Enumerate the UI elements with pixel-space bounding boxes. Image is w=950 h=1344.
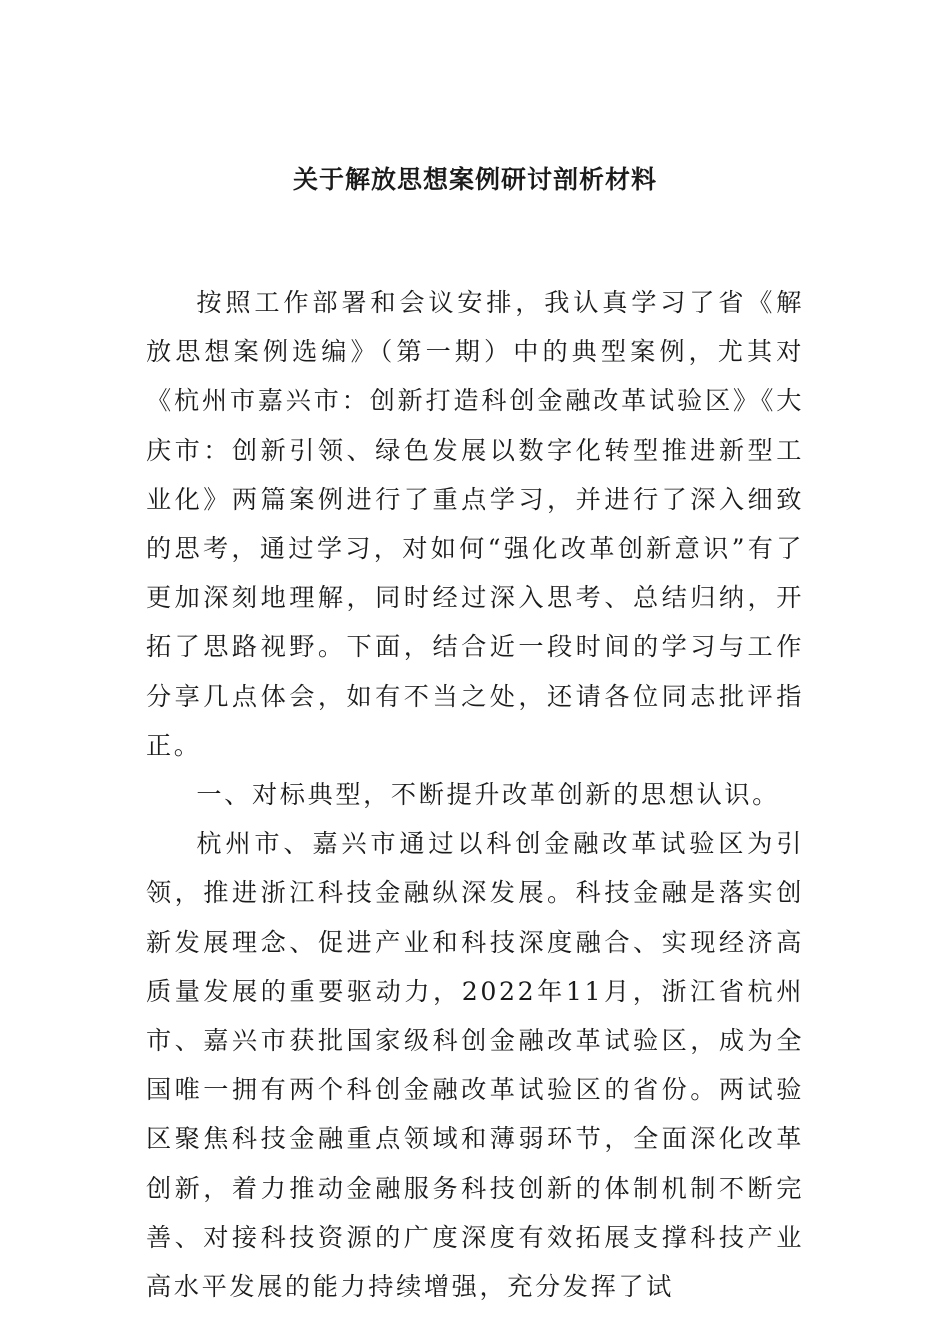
paragraph-intro: 按照工作部署和会议安排，我认真学习了省《解放思想案例选编》（第一期）中的典型案例，尤其对《杭州市嘉兴市：创新打造科创金融改革试验区》《大庆市：创新引领、绿色发展以数字化转型推进新型工业化》两篇案例进行了重点学习，并进行了深入细致的思考，通过学习，对如何“强化改革创新意识”有了更加深刻地理解，同时经过深入思考、总结归纳，开拓了思路视野。下面，结合近一段时间的学习与工作分享几点体会，如有不当之处，还请各位同志批评指正。 <box>146 288 804 760</box>
paragraph-section-1: 杭州市、嘉兴市通过以科创金融改革试验区为引领，推进浙江科技金融纵深发展。科技金融是落实创新发展理念、促进产业和科技深度融合、实现经济高质量发展的重要驱动力，2022年11月，浙江省杭州市、嘉兴市获批国家级科创金融改革试验区，成为全国唯一拥有两个科创金融改革试验区的省份。两试验区聚焦科技金融重点领域和薄弱环节，全面深化改革创新，着力推动金融服务科技创新的体制机制不断完善、对接科技资源的广度深度有效拓展支撑科技产业高水平发展的能力持续增强，充分发挥了试 <box>146 829 804 1302</box>
document-title: 关于解放思想案例研讨剖析材料 <box>292 165 657 194</box>
section-heading-1: 一、对标典型，不断提升改革创新的思想认识。 <box>196 780 780 810</box>
document-body <box>146 278 804 1311</box>
